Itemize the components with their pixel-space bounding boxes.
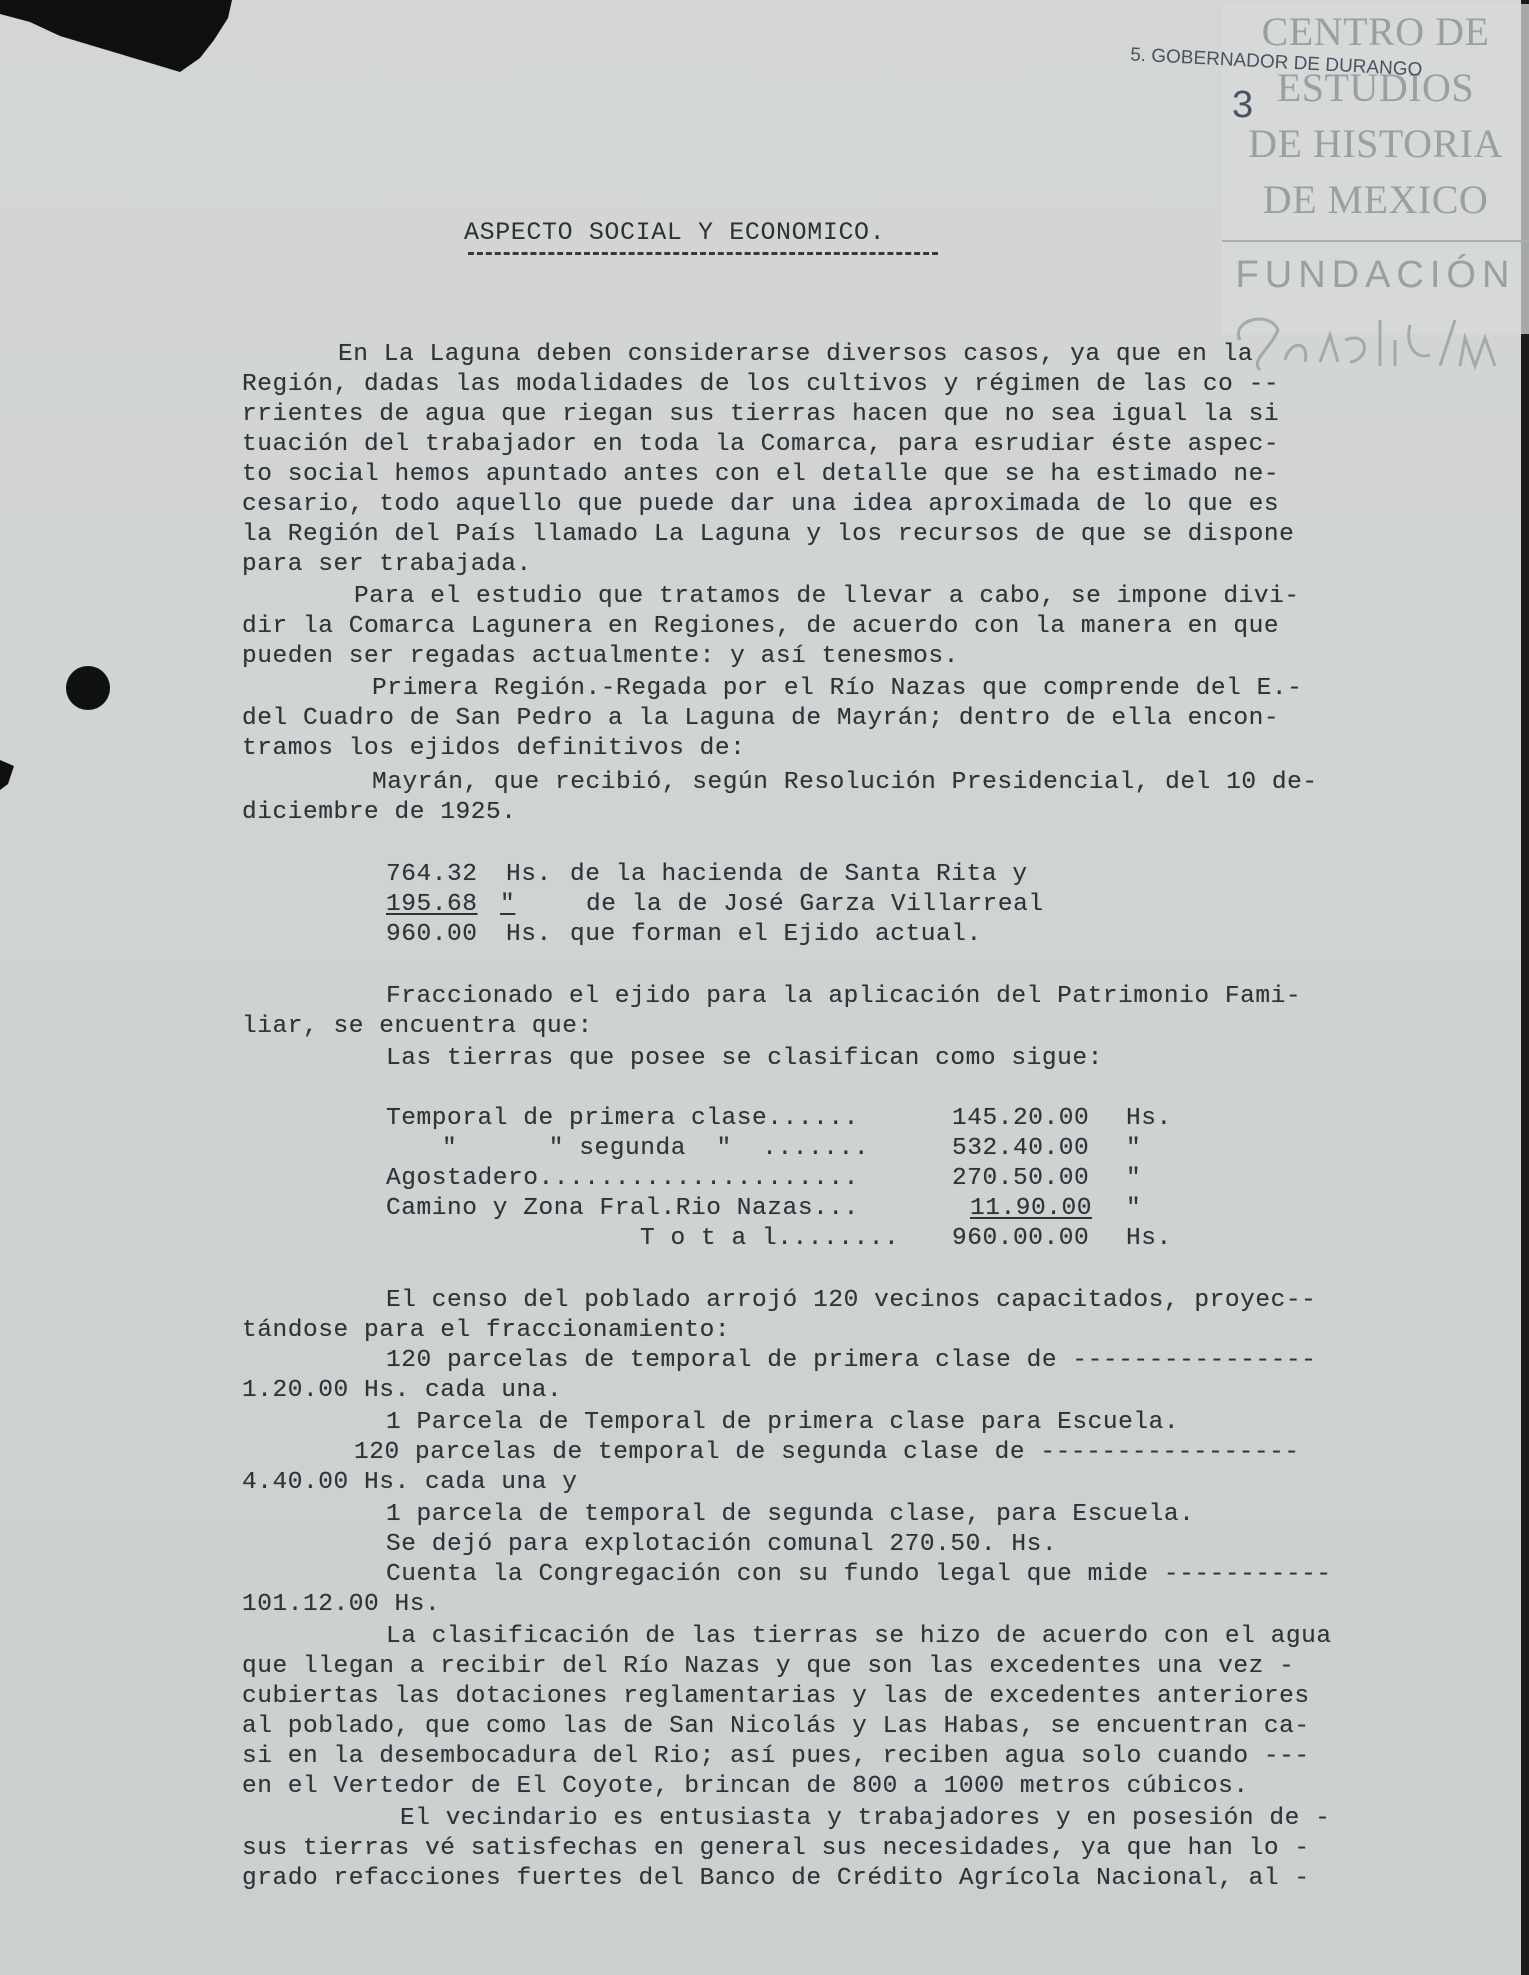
text-line: en el Vertedor de El Coyote, brincan de 800 a 1000 metros cúbicos.	[242, 1773, 1249, 1800]
text-line: Las tierras que posee se clasifican como sigue:	[386, 1045, 1103, 1072]
text-line: dir la Comarca Lagunera en Regiones, de acuerdo con la manera en que	[242, 613, 1280, 640]
land-unit: Hs.	[1126, 1105, 1172, 1132]
hectare-unit: Hs.	[506, 921, 552, 948]
document-title: ASPECTO SOCIAL Y ECONOMICO.	[464, 218, 886, 247]
text-line: En La Laguna deben considerarse diversos casos, ya que en la	[338, 341, 1254, 368]
hectare-unit: "	[500, 891, 516, 918]
land-value: 11.90.00	[970, 1195, 1093, 1222]
hectare-text: que forman el Ejido actual.	[570, 921, 982, 948]
land-unit: "	[1126, 1195, 1142, 1222]
text-line: liar, se encuentra que:	[242, 1013, 593, 1040]
signature-stroke	[1238, 319, 1495, 370]
text-line: sus tierras vé satisfechas en general sus necesidades, ya que han lo -	[242, 1835, 1310, 1862]
land-label: Temporal de primera clase......	[386, 1105, 859, 1132]
punch-hole	[66, 666, 110, 710]
hectare-unit: Hs.	[506, 861, 552, 888]
text-line: tándose para el fraccionamiento:	[242, 1317, 731, 1344]
handwritten-page-number: 3	[1232, 84, 1254, 126]
text-line: tuación del trabajador en toda la Comarca, para esrudiar éste aspec-	[242, 431, 1280, 458]
hectare-amount: 764.32	[386, 861, 478, 888]
text-line: 4.40.00 Hs. cada una y	[242, 1469, 578, 1496]
text-line: cubiertas las dotaciones reglamentarias y las de excedentes anteriores	[242, 1683, 1310, 1710]
land-total-value: 960.00.00	[952, 1225, 1090, 1252]
text-line: 1 Parcela de Temporal de primera clase para Escuela.	[386, 1409, 1180, 1436]
text-line: 1.20.00 Hs. cada una.	[242, 1377, 563, 1404]
text-line: rrientes de agua que riegan sus tierras hacen que no sea igual la si	[242, 401, 1280, 428]
text-line: que llegan a recibir del Río Nazas y que son las excedentes una vez -	[242, 1653, 1295, 1680]
text-line: 101.12.00 Hs.	[242, 1591, 441, 1618]
text-line: para ser trabajada.	[242, 551, 532, 578]
text-line: to social hemos apuntado antes con el detalle que se ha estimado ne-	[242, 461, 1280, 488]
text-line: grado refacciones fuertes del Banco de Crédito Agrícola Nacional, al -	[242, 1865, 1310, 1892]
text-line: si en la desembocadura del Rio; así pues, reciben agua solo cuando ---	[242, 1743, 1310, 1770]
text-line: El vecindario es entusiasta y trabajadores y en posesión de -	[400, 1805, 1331, 1832]
stamp-line: CENTRO DE	[1261, 9, 1490, 54]
land-total-label: T o t a l........	[640, 1225, 900, 1252]
text-line: 120 parcelas de temporal de primera clase de ----------------	[386, 1347, 1317, 1374]
text-line: Para el estudio que tratamos de llevar a cabo, se impone divi-	[354, 583, 1300, 610]
text-line: la Región del País llamado La Laguna y los recursos de que se dispone	[242, 521, 1295, 548]
title-underline	[468, 252, 938, 255]
hectare-text: de la de José Garza Villarreal	[586, 891, 1044, 918]
text-line: Primera Región.-Regada por el Río Nazas que comprende del E.-	[372, 675, 1303, 702]
text-line: La clasificación de las tierras se hizo de acuerdo con el agua	[386, 1623, 1332, 1650]
land-label: Agostadero.....................	[386, 1165, 859, 1192]
hectare-amount: 960.00	[386, 921, 478, 948]
text-line: 1 parcela de temporal de segunda clase, para Escuela.	[386, 1501, 1195, 1528]
stamp-divider	[1222, 240, 1529, 242]
land-label: " " segunda " .......	[442, 1135, 870, 1162]
torn-edge-left	[0, 760, 14, 790]
text-line: Mayrán, que recibió, según Resolución Presidencial, del 10 de-	[372, 769, 1318, 796]
land-label: Camino y Zona Fral.Rio Nazas...	[386, 1195, 875, 1222]
text-line: Cuenta la Congregación con su fundo legal que mide -----------	[386, 1561, 1332, 1588]
stamp-line: DE MEXICO	[1262, 177, 1489, 222]
text-line: del Cuadro de San Pedro a la Laguna de Mayrán; dentro de ella encon-	[242, 705, 1280, 732]
stamp-line: DE HISTORIA	[1248, 121, 1503, 166]
land-value: 532.40.00	[952, 1135, 1090, 1162]
text-line: diciembre de 1925.	[242, 799, 517, 826]
text-line: pueden ser regadas actualmente: y así tenesmos.	[242, 643, 959, 670]
land-total-unit: Hs.	[1126, 1225, 1172, 1252]
text-line: El censo del poblado arrojó 120 vecinos capacitados, proyec--	[386, 1287, 1317, 1314]
text-line: al poblado, que como las de San Nicolás y Las Habas, se encuentran ca-	[242, 1713, 1310, 1740]
text-line: Se dejó para explotación comunal 270.50. Hs.	[386, 1531, 1058, 1558]
text-line: Fraccionado el ejido para la aplicación del Patrimonio Fami-	[386, 983, 1302, 1010]
text-line: 120 parcelas de temporal de segunda clase de -----------------	[354, 1439, 1300, 1466]
handwritten-note: 5. GOBERNADOR DE DURANGO	[1129, 44, 1423, 81]
text-line: Región, dadas las modalidades de los cultivos y régimen de las co --	[242, 371, 1280, 398]
stamp-foundation: FUNDACIÓN	[1235, 254, 1516, 296]
text-line: cesario, todo aquello que puede dar una idea aproximada de lo que es	[242, 491, 1280, 518]
hectare-amount: 195.68	[386, 891, 478, 918]
land-value: 270.50.00	[952, 1165, 1090, 1192]
stamp-line: ESTUDIOS	[1276, 65, 1475, 110]
land-unit: "	[1126, 1135, 1142, 1162]
torn-corner-shape	[0, 0, 232, 72]
text-line: tramos los ejidos definitivos de:	[242, 735, 746, 762]
land-unit: "	[1126, 1165, 1142, 1192]
land-value: 145.20.00	[952, 1105, 1090, 1132]
hectare-text: de la hacienda de Santa Rita y	[570, 861, 1028, 888]
